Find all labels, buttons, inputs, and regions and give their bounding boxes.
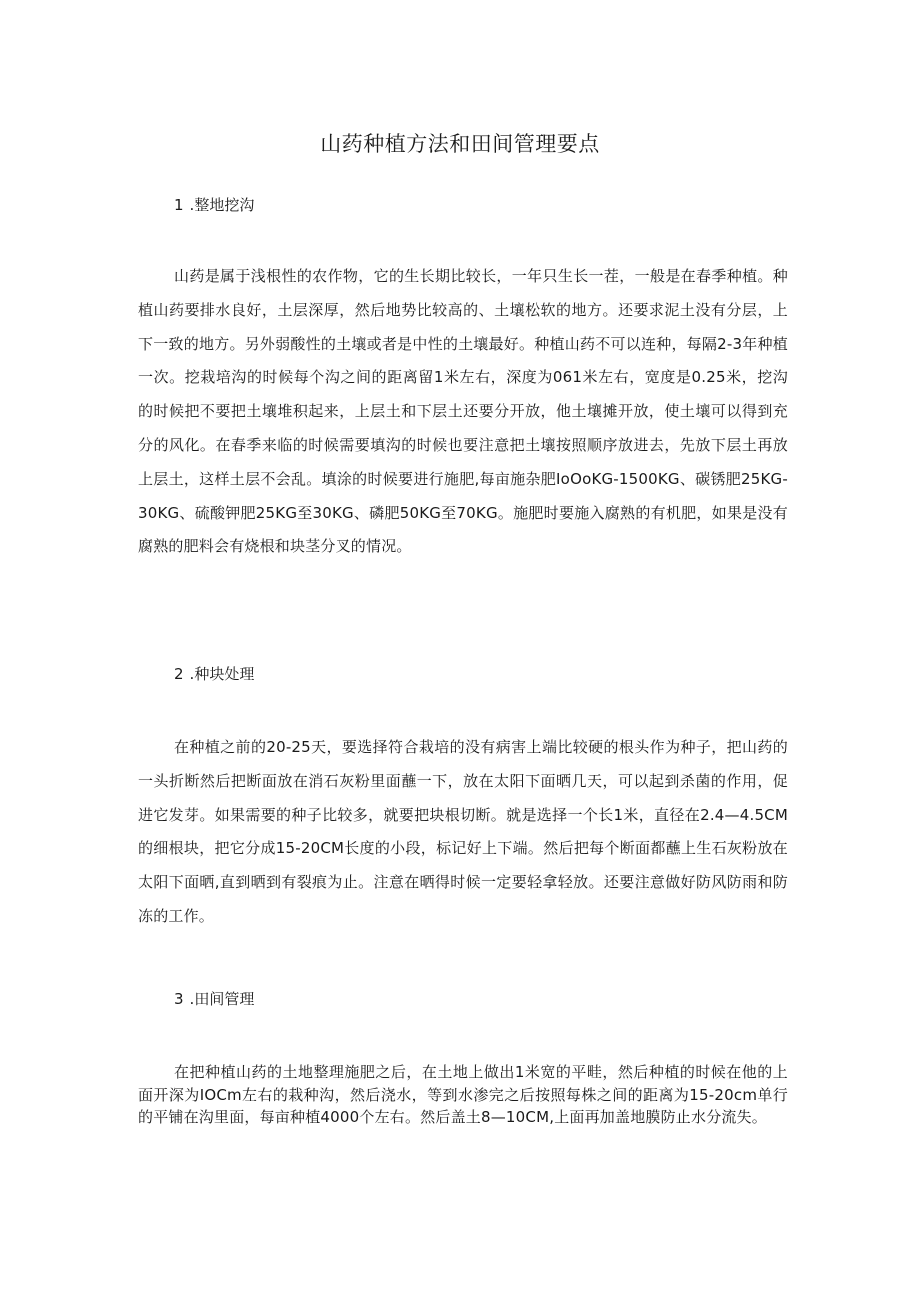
section-body-3: 在把种植山药的土地整理施肥之后，在土地上做出1米宽的平畦，然后种植的时候在他的上面开深为IOCm左右的栽种沟，然后浇水，等到水渗完之后按照每株之间的距离为15-20cm单行的平铺在沟里面，每亩种植4000个左右。然后盖土8—10CM,上面再加盖地膜防止水分流失。 (138, 1063, 788, 1126)
section-heading-text: .整地挖沟 (189, 196, 255, 214)
section-number: 3 (174, 990, 184, 1008)
section-number: 1 (174, 196, 184, 214)
section-body-1: 山药是属于浅根性的农作物，它的生长期比较长，一年只生长一茬，一般是在春季种植。种植山药要排水良好，土层深厚，然后地势比较高的、土壤松软的地方。还要求泥土没有分层，上下一致的地方。另外弱酸性的土壤或者是中性的土壤最好。种植山药不可以连种，每隔2-3年种植一次。挖栽培沟的时候每个沟之间的距离留1米左右，深度为061米左右，宽度是0.25米，挖沟的时候把不要把土壤堆积起来，上层土和下层土还要分开放，他土壤摊开放，使土壤可以得到充分的风化。在春季来临的时候需要填沟的时候也要注意把土壤按照顺序放进去，先放下层土再放上层土，这样土层不会乱。填涂的时候要进行施肥,每亩施杂肥IoOoKG-1500KG、碳锈肥25KG-30KG、硫酸钾肥25KG至30KG、磷肥50KG至70KG。施肥时要施入腐熟的有机肥，如果是没有腐熟的肥料会有烧根和块茎分叉的情况。 (138, 267, 788, 556)
section-number: 2 (174, 665, 184, 683)
section-body-2: 在种植之前的20-25天，要选择符合栽培的没有病害上端比较硬的根头作为种子，把山药的一头折断然后把断面放在消石灰粉里面蘸一下，放在太阳下面晒几天，可以起到杀菌的作用，促进它发芽。如果需要的种子比较多，就要把块根切断。就是选择一个长1米，直径在2.4—4.5CM的细根块，把它分成15-20CM长度的小段，标记好上下端。然后把每个断面都蘸上生石灰粉放在太阳下面晒,直到晒到有裂痕为止。注意在晒得时候一定要轻拿轻放。还要注意做好防风防雨和防冻的工作。 (138, 738, 788, 925)
document-title: 山药种植方法和田间管理要点 (320, 132, 600, 156)
section-heading-1 (174, 194, 254, 216)
section-heading-3 (174, 988, 254, 1010)
section-heading-2 (174, 663, 254, 685)
section-heading-text: .田间管理 (189, 990, 255, 1008)
section-heading-text: .种块处理 (189, 665, 255, 683)
